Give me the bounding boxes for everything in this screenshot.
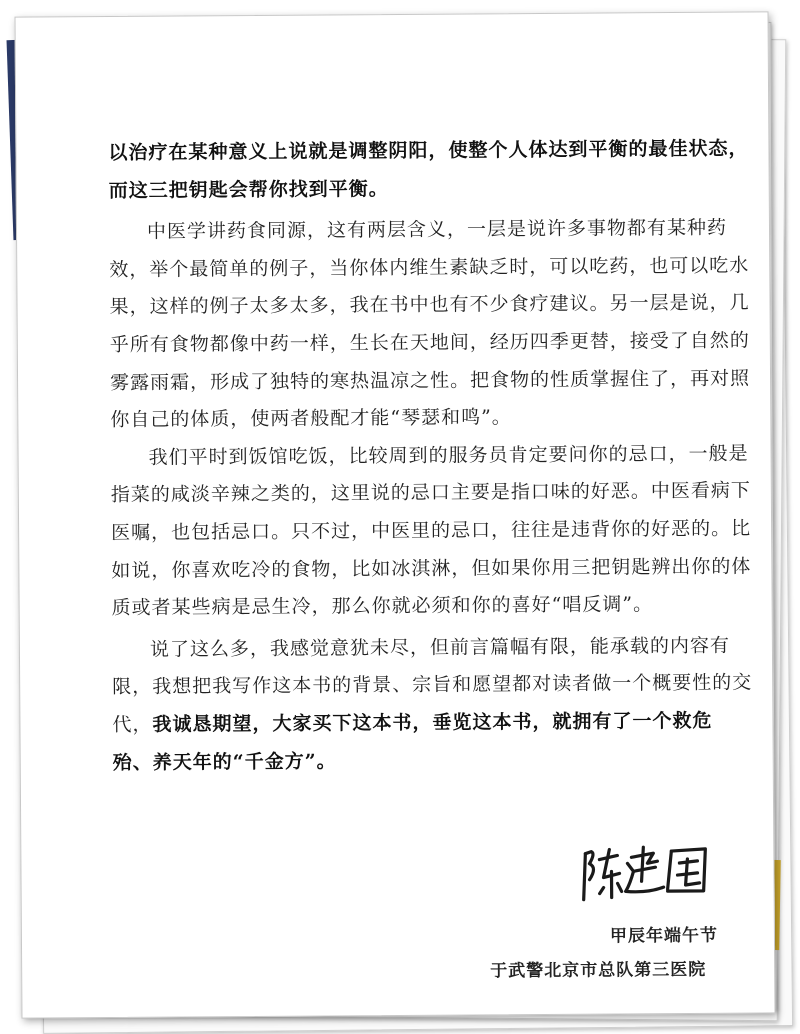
date-line: 甲辰年端午节 bbox=[609, 925, 719, 947]
handwritten-signature bbox=[577, 841, 717, 906]
paragraph-1-bold-b: 而这三把钥匙会帮你找到平衡。 bbox=[108, 177, 389, 202]
place-line: 于武警北京市总队第三医院 bbox=[490, 959, 707, 982]
paragraph-1 bbox=[108, 131, 749, 211]
paragraph-2: 中医学讲药食同源，这有两层含义，一层是说许多事物都有某种药效，举个最简单的例子，当你体内维生素缺乏时，可以吃药，也可以吃水果，这样的例子太多太多，我在书中也有不少食疗建议。另一层是说，几乎所有食物都像中药一样，生长在天地间，经历四季更替，接受了自然的雾露雨霜，形成了独特的寒热温凉之性。把食物的性质掌握住了，再对照你自己的体质，使两者般配才能“琴瑟和鸣”。 bbox=[109, 216, 751, 432]
paragraph-3: 我们平时到饭馆吃饭，比较周到的服务员肯定要问你的忌口，一般是指菜的咸淡辛辣之类的，这里说的忌口主要是指口味的好恶。中医看病下医嘱，也包括忌口。只不过，中医里的忌口，往往是违背你的好恶的。比如说，你喜欢吃冷的食物，比如冰淇淋，但如果你用三把钥匙辨出你的体质或者某些病是忌生冷，那么你就必须和你的喜好“唱反调”。 bbox=[110, 442, 752, 620]
paragraph-4-bold: 我诚恳期望，大家买下这本书，垂览这本书，就拥有了一个救危殆、养天年的“千金方”。 bbox=[112, 709, 713, 774]
paragraph-1-bold-a: 以治疗在某种意义上说就是调整阴阳，使整个人体达到平衡的最佳状态， bbox=[108, 137, 749, 164]
paragraph-4 bbox=[112, 627, 753, 782]
document-page bbox=[15, 11, 776, 1018]
body-text bbox=[108, 131, 753, 783]
paragraph-4-regular: 说了这么多，我感觉意犹未尽，但前言篇幅有限，能承载的内容有限，我想把我写作这本书的背景、宗旨和愿望都对读者做一个概要性的交代， bbox=[112, 634, 753, 736]
